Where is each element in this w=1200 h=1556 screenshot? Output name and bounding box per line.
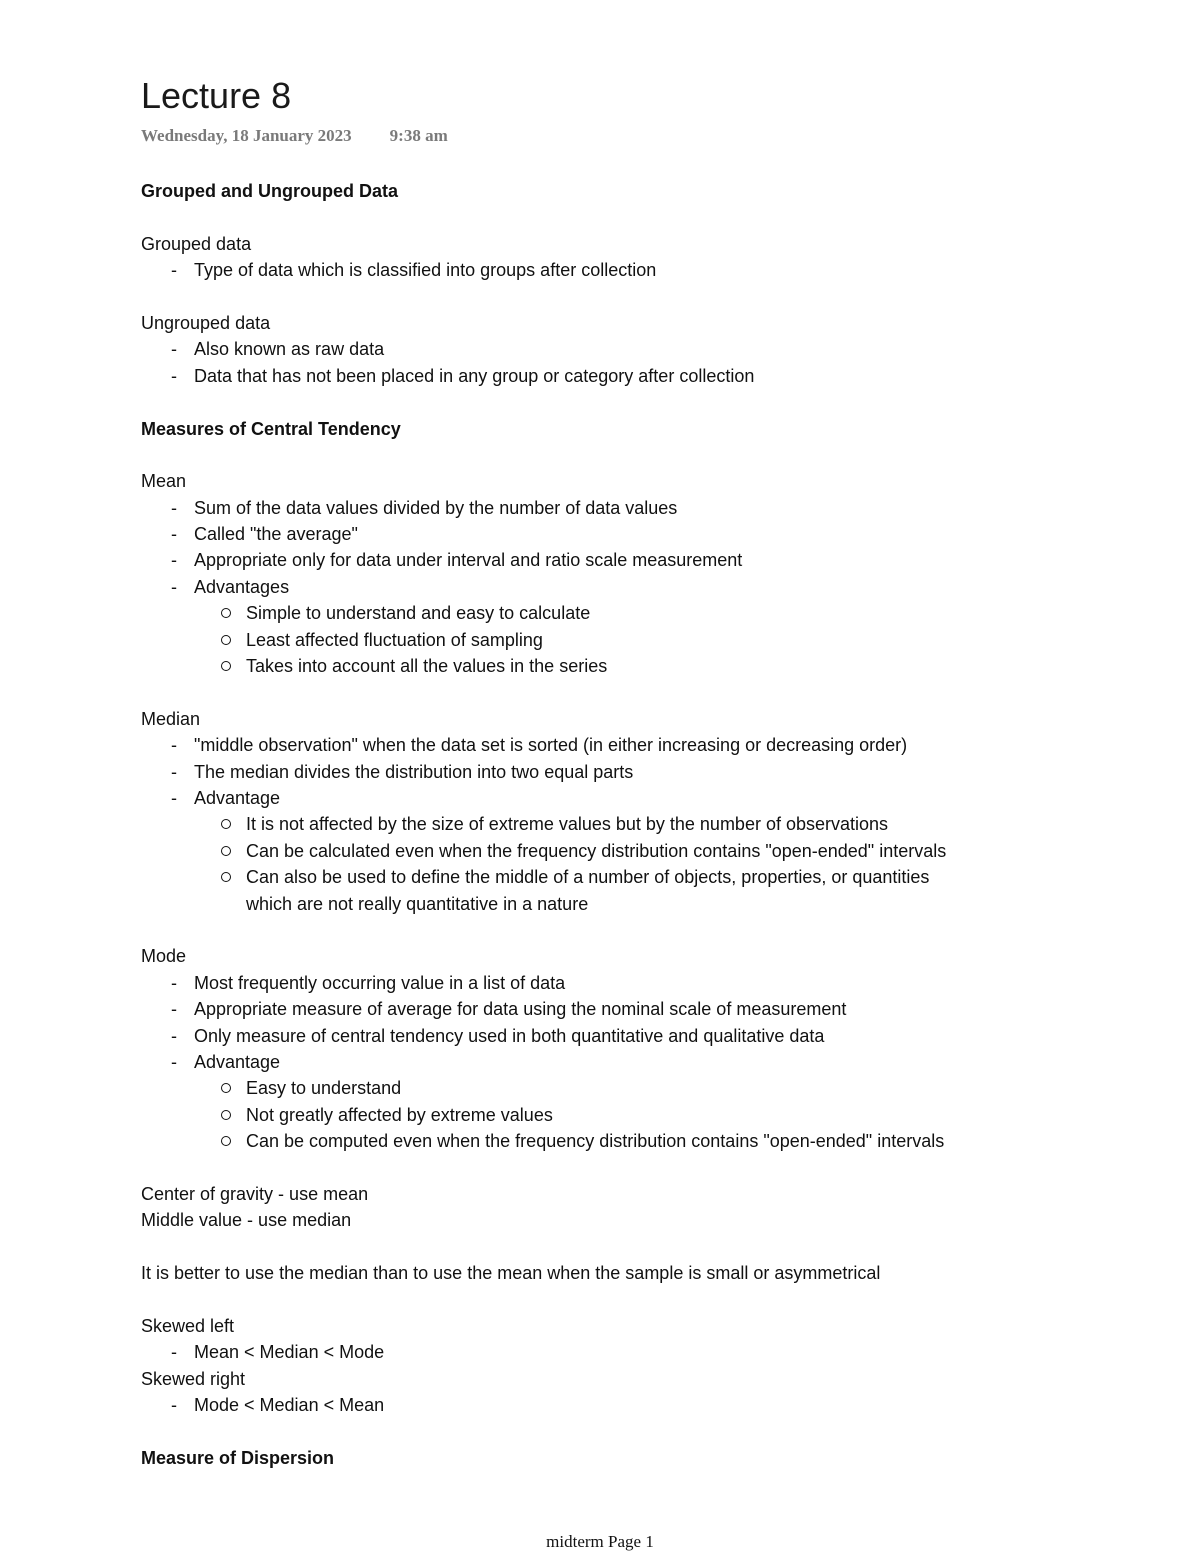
text-line: Grouped data [141, 233, 252, 254]
sub-bullet-item: Can be computed even when the frequency distribution contains "open-ended" intervals [141, 1128, 1141, 1154]
page-date: Wednesday, 18 January 2023 [141, 126, 352, 145]
sub-bullet-item: Can also be used to define the middle of a number of objects, properties, or quantities [141, 864, 1141, 890]
note-content [141, 178, 1141, 1471]
text-line: It is better to use the median than to use the mean when the sample is small or asymmetrical [141, 1263, 881, 1284]
sub-bullet-continuation: which are not really quantitative in a nature [246, 893, 589, 914]
text-line: Middle value - use median [141, 1210, 352, 1231]
bullet-item: - Most frequently occurring value in a list of data [141, 970, 1141, 996]
bullet-item: - Called "the average" [141, 521, 1141, 547]
bullet-item: - Sum of the data values divided by the number of data values [141, 495, 1141, 521]
bullet-item: - Data that has not been placed in any group or category after collection [141, 363, 1141, 389]
sub-bullet-item: It is not affected by the size of extreme values but by the number of observations [141, 811, 1141, 837]
bullet-item: - Appropriate only for data under interval and ratio scale measurement [141, 547, 1141, 573]
bullet-item: - Only measure of central tendency used in both quantitative and qualitative data [141, 1023, 1141, 1049]
sub-bullet-item: Easy to understand [141, 1075, 1141, 1101]
bullet-item: - Mode < Median < Mean [141, 1392, 1141, 1418]
sub-bullet-item: Can be calculated even when the frequency distribution contains "open-ended" intervals [141, 838, 1141, 864]
text-line: Median [141, 708, 201, 729]
sub-bullet-item: Not greatly affected by extreme values [141, 1102, 1141, 1128]
text-line: Skewed left [141, 1315, 235, 1336]
section-heading: Measures of Central Tendency [141, 418, 401, 439]
bullet-item: - "middle observation" when the data set is sorted (in either increasing or decreasing order) [141, 732, 1141, 758]
bullet-item: - Advantage [141, 1049, 1141, 1075]
bullet-item: - The median divides the distribution into two equal parts [141, 759, 1141, 785]
blank-line [141, 204, 1141, 230]
blank-line [141, 917, 1141, 943]
blank-line [141, 1418, 1141, 1444]
text-line: Ungrouped data [141, 312, 271, 333]
blank-line [141, 442, 1141, 468]
page-title: Lecture 8 [141, 75, 292, 116]
sub-bullet-item: Takes into account all the values in the series [141, 653, 1141, 679]
text-line: Skewed right [141, 1368, 246, 1389]
blank-line [141, 284, 1141, 310]
blank-line [141, 679, 1141, 705]
bullet-item: - Advantages [141, 574, 1141, 600]
bullet-item: - Mean < Median < Mode [141, 1339, 1141, 1365]
blank-line [141, 1234, 1141, 1260]
page-footer: midterm Page 1 [546, 1532, 654, 1551]
bullet-item: - Also known as raw data [141, 336, 1141, 362]
page-time: 9:38 am [389, 126, 448, 145]
blank-line [141, 1154, 1141, 1180]
section-heading: Measure of Dispersion [141, 1447, 335, 1468]
bullet-item: - Appropriate measure of average for data using the nominal scale of measurement [141, 996, 1141, 1022]
sub-bullet-item: Simple to understand and easy to calculate [141, 600, 1141, 626]
blank-line [141, 389, 1141, 415]
sub-bullet-item: Least affected fluctuation of sampling [141, 627, 1141, 653]
page-meta [141, 126, 448, 146]
blank-line [141, 1286, 1141, 1312]
text-line: Mean [141, 471, 187, 492]
bullet-item: - Advantage [141, 785, 1141, 811]
section-heading: Grouped and Ungrouped Data [141, 181, 399, 201]
text-line: Mode [141, 946, 187, 967]
bullet-item: - Type of data which is classified into groups after collection [141, 257, 1141, 283]
text-line: Center of gravity - use mean [141, 1183, 369, 1204]
